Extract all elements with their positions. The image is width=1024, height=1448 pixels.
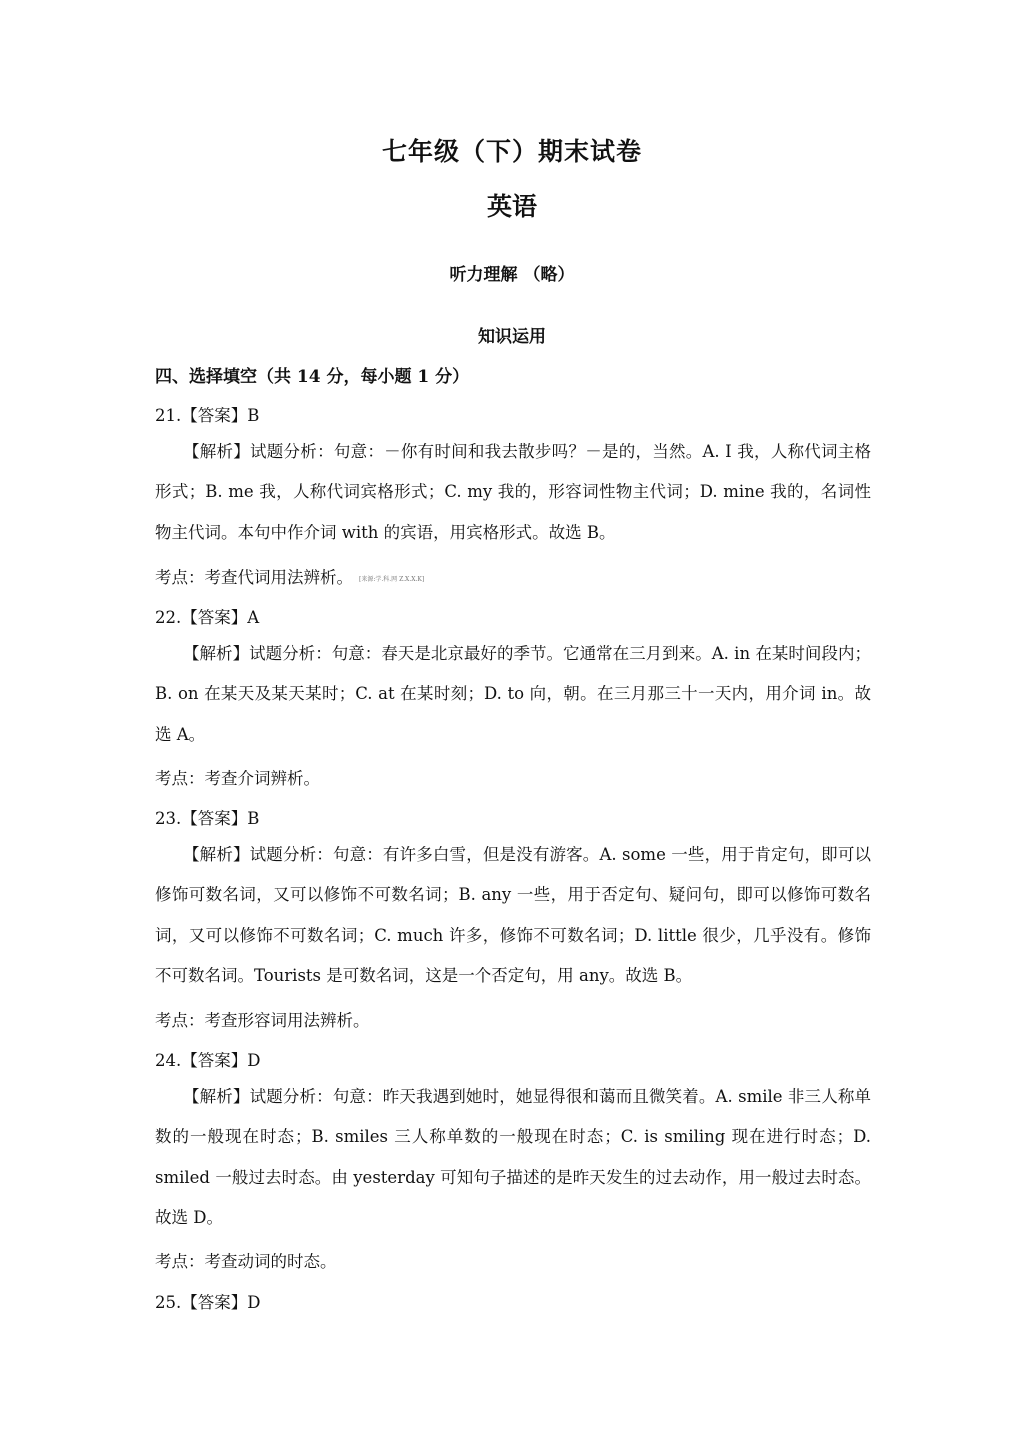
source-mark: [来源:学.科.网 Z.X.X.K] [359, 576, 425, 583]
analysis-23: 【解析】试题分析：句意：有许多白雪，但是没有游客。A. some 一些，用于肯定句，即可以修饰可数名词，又可以修饰不可数名词；B. any 一些，用于否定句、疑问句，即可以修饰可数名词，又可以修饰不可数名词；C. much 许多，修饰不可数名词；D. little 很少，几乎没有。修饰不可数名词。Tourists 是可数名词，这是一个否定句，用 any。故选 B。 [155, 845, 871, 985]
point-22: 考点：考查介词辨析。 [155, 769, 320, 788]
listening-heading: 听力理解 （略） [449, 265, 575, 285]
analysis-22: 【解析】试题分析：句意：春天是北京最好的季节。它通常在三月到来。A. in 在某时间段内；B. on 在某天及某天某时；C. at 在某时刻；D. to 向，朝。在三月那三十一天内，用介词 in。故选 A。 [155, 644, 871, 744]
document-title: 七年级（下）期末试卷 [381, 137, 642, 166]
answer-22: 22.【答案】A [155, 608, 260, 627]
answer-25: 25.【答案】D [155, 1293, 261, 1312]
point-23: 考点：考查形容词用法辨析。 [155, 1011, 370, 1030]
answer-23: 23.【答案】B [155, 809, 260, 828]
knowledge-heading: 知识运用 [478, 327, 546, 347]
answer-24: 24.【答案】D [155, 1051, 261, 1070]
answer-21: 21.【答案】B [155, 406, 260, 425]
subject-heading: 英语 [486, 192, 537, 221]
point-21-text: 考点：考查代词用法辨析。 [155, 568, 353, 587]
point-21 [155, 564, 424, 588]
point-24: 考点：考查动词的时态。 [155, 1252, 337, 1271]
analysis-21: 【解析】试题分析：句意：－你有时间和我去散步吗？－是的，当然。A. I 我，人称代词主格形式；B. me 我，人称代词宾格形式；C. my 我的，形容词性物主代词；D. mine 我的，名词性物主代词。本句中作介词 with 的宾语，用宾格形式。故选 B。 [155, 442, 871, 542]
analysis-24: 【解析】试题分析：句意：昨天我遇到她时，她显得很和蔼而且微笑着。A. smile 非三人称单数的一般现在时态；B. smiles 三人称单数的一般现在时态；C. is smiling 现在进行时态；D. smiled 一般过去时态。由 yesterday 可知句子描述的是昨天发生的过去动作，用一般过去时态。故选 D。 [155, 1087, 871, 1227]
section-heading: 四、选择填空（共 14 分，每小题 1 分） [155, 367, 470, 387]
